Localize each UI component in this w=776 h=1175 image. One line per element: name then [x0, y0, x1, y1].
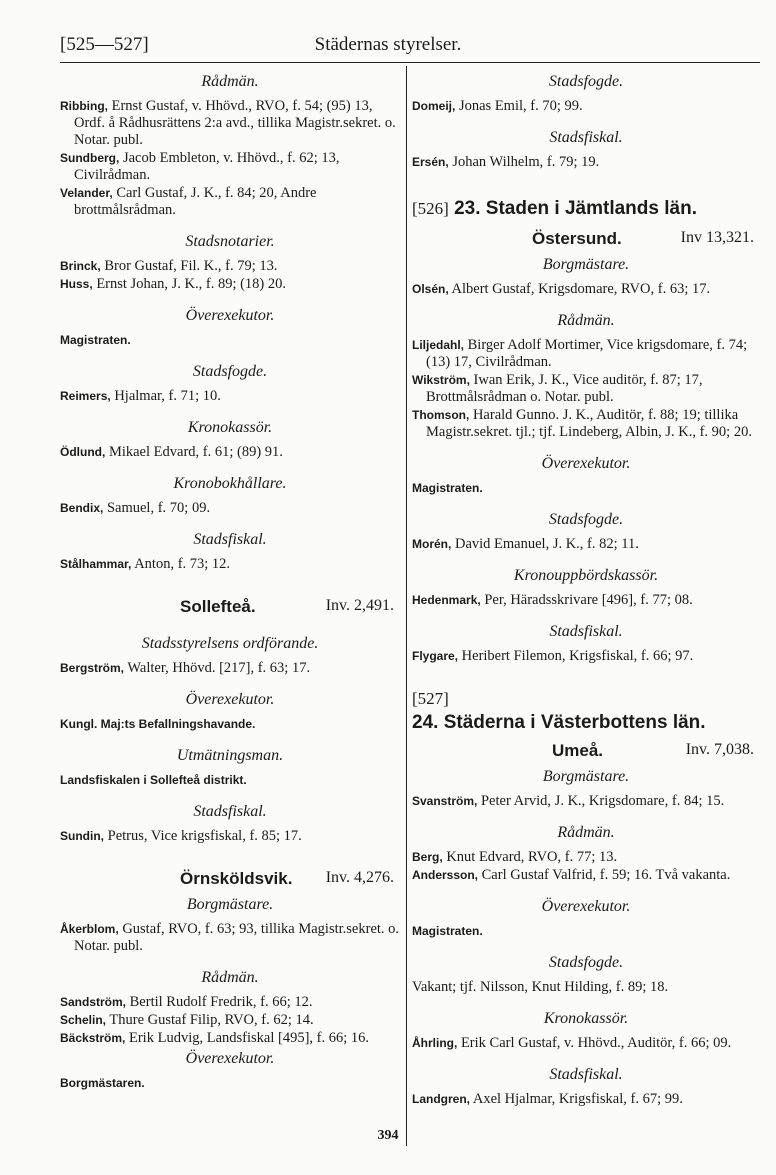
entry: Åkerblom, Gustaf, RVO, f. 63; 93, tillika Magistr.sekret. o. Notar. publ. — [60, 921, 400, 954]
entry: Vakant; tjf. Nilsson, Knut Hilding, f. 89; 18. — [412, 979, 669, 995]
county-heading: [526] 23. Staden i Jämtlands län. — [412, 198, 697, 219]
entry: Sundberg, Jacob Embleton, v. Hhövd., f. 62; 13, Civilrådman. — [60, 150, 340, 183]
entry: Flygare, Heribert Filemon, Krigsfiskal, f. 66; 97. — [412, 648, 694, 664]
entry: Domeij, Jonas Emil, f. 70; 99. — [412, 98, 583, 114]
page-range: [525—527] — [60, 34, 149, 55]
entry: Magistraten. — [412, 924, 483, 938]
entry: Liljedahl, Birger Adolf Mortimer, Vice krigsdomare, f. 74; (13) 17, Civilrådman. — [412, 337, 748, 370]
entry: Olsén, Albert Gustaf, Krigsdomare, RVO, f. 63; 17. — [412, 281, 711, 297]
entry: Andersson, Carl Gustaf Valfrid, f. 59; 16. Två vakanta. — [412, 867, 731, 883]
town-heading: Örnsköldsvik. Inv. 4,276. — [180, 869, 394, 888]
section-title: Stadsfogde. — [548, 73, 624, 90]
town-heading: Sollefteå. Inv. 2,491. — [180, 597, 394, 616]
entry: Wikström, Iwan Erik, J. K., Vice auditör, f. 87; 17, Brottmålsrådman o. Notar. publ. — [412, 372, 703, 405]
entry: Magistraten. — [60, 333, 131, 347]
entry: Kungl. Maj:ts Befallningshavande. — [60, 717, 256, 731]
left-column — [60, 70, 400, 1093]
section-title: Överexekutor. — [185, 307, 275, 324]
section-title: Kronokassör. — [187, 419, 273, 436]
entry: Hedenmark, Per, Häradsskrivare [496], f. 77; 08. — [412, 592, 693, 608]
column-divider — [406, 66, 407, 1146]
section-title: Stadsfiskal. — [549, 1066, 623, 1083]
entry: Bergström, Walter, Hhövd. [217], f. 63; 17. — [60, 660, 311, 676]
entry: Thomson, Harald Gunno. J. K., Auditör, f. 88; 19; tillika Magistr.sekret. tjl.; tjf. Lindeberg, Albin, J. K., f. 90; 20. — [412, 407, 752, 440]
section-title: Stadsfiskal. — [549, 129, 623, 146]
header-rule — [60, 62, 760, 63]
section-title: Kronobokhållare. — [173, 475, 287, 492]
section-title: Överexekutor. — [185, 1050, 275, 1067]
entry: Landgren, Axel Hjalmar, Krigsfiskal, f. 67; 99. — [412, 1091, 683, 1107]
section-title: Överexekutor. — [541, 898, 631, 915]
entry: Svanström, Peter Arvid, J. K., Krigsdomare, f. 84; 15. — [412, 793, 725, 809]
town-heading: Östersund. Inv 13,321. — [532, 229, 754, 248]
section-title: Stadsnotarier. — [185, 233, 275, 250]
section-title: Överexekutor. — [185, 691, 275, 708]
entry: Landsfiskalen i Sollefteå distrikt. — [60, 773, 247, 787]
entry: Sundin, Petrus, Vice krigsfiskal, f. 85; 17. — [60, 828, 302, 844]
section-title: Stadsfiskal. — [193, 803, 267, 820]
entry: Reimers, Hjalmar, f. 71; 10. — [60, 388, 221, 404]
section-title: Rådmän. — [557, 824, 615, 841]
section-title: Rådmän. — [201, 73, 259, 90]
section-title: Stadsstyrelsens ordförande. — [141, 635, 319, 652]
entry: Bendix, Samuel, f. 70; 09. — [60, 500, 211, 516]
page-number: 394 — [377, 1128, 399, 1143]
entry: Brinck, Bror Gustaf, Fil. K., f. 79; 13. — [60, 258, 278, 274]
entry: Borgmästaren. — [60, 1076, 145, 1090]
entry: Magistraten. — [412, 481, 483, 495]
section-title: Stadsfogde. — [192, 363, 268, 380]
section-title: Stadsfogde. — [548, 511, 624, 528]
running-title: Städernas styrelser. — [314, 34, 462, 55]
section-title: Borgmästare. — [542, 768, 630, 785]
entry: Bäckström, Erik Ludvig, Landsfiskal [495], f. 66; 16. — [60, 1030, 370, 1046]
county-heading: [527] 24. Städerna i Västerbottens län. — [412, 689, 706, 733]
section-title: Kronokassör. — [543, 1010, 629, 1027]
entry: Ödlund, Mikael Edvard, f. 61; (89) 91. — [60, 444, 283, 460]
entry: Huss, Ernst Johan, J. K., f. 89; (18) 20. — [60, 276, 287, 292]
right-column — [412, 70, 760, 1109]
section-title: Överexekutor. — [541, 455, 631, 472]
section-title: Kronouppbördskassör. — [513, 567, 659, 584]
entry: Ersén, Johan Wilhelm, f. 79; 19. — [412, 154, 600, 170]
entry: Åhrling, Erik Carl Gustaf, v. Hhövd., Auditör, f. 66; 09. — [412, 1035, 732, 1051]
entry: Berg, Knut Edvard, RVO, f. 77; 13. — [412, 849, 618, 865]
section-title: Rådmän. — [201, 969, 259, 986]
section-title: Rådmän. — [557, 312, 615, 329]
entry: Ribbing, Ernst Gustaf, v. Hhövd., RVO, f. 54; (95) 13, Ordf. å Rådhusrättens 2:a avd., tillika Magistr.sekret. o. Notar. publ. — [60, 98, 396, 148]
section-title: Stadsfogde. — [548, 954, 624, 971]
section-title: Borgmästare. — [542, 256, 630, 273]
entry: Sandström, Bertil Rudolf Fredrik, f. 66; 12. — [60, 994, 313, 1010]
entry: Velander, Carl Gustaf, J. K., f. 84; 20, Andre brottmålsrådman. — [60, 185, 317, 218]
section-title: Stadsfiskal. — [549, 623, 623, 640]
entry: Stålhammar, Anton, f. 73; 12. — [60, 556, 231, 572]
entry: Morén, David Emanuel, J. K., f. 82; 11. — [412, 536, 639, 552]
entry: Schelin, Thure Gustaf Filip, RVO, f. 62; 14. — [60, 1012, 314, 1028]
section-title: Utmätningsman. — [176, 747, 284, 764]
section-title: Borgmästare. — [186, 896, 274, 913]
section-title: Stadsfiskal. — [193, 531, 267, 548]
town-heading: Umeå. Inv. 7,038. — [552, 741, 754, 760]
